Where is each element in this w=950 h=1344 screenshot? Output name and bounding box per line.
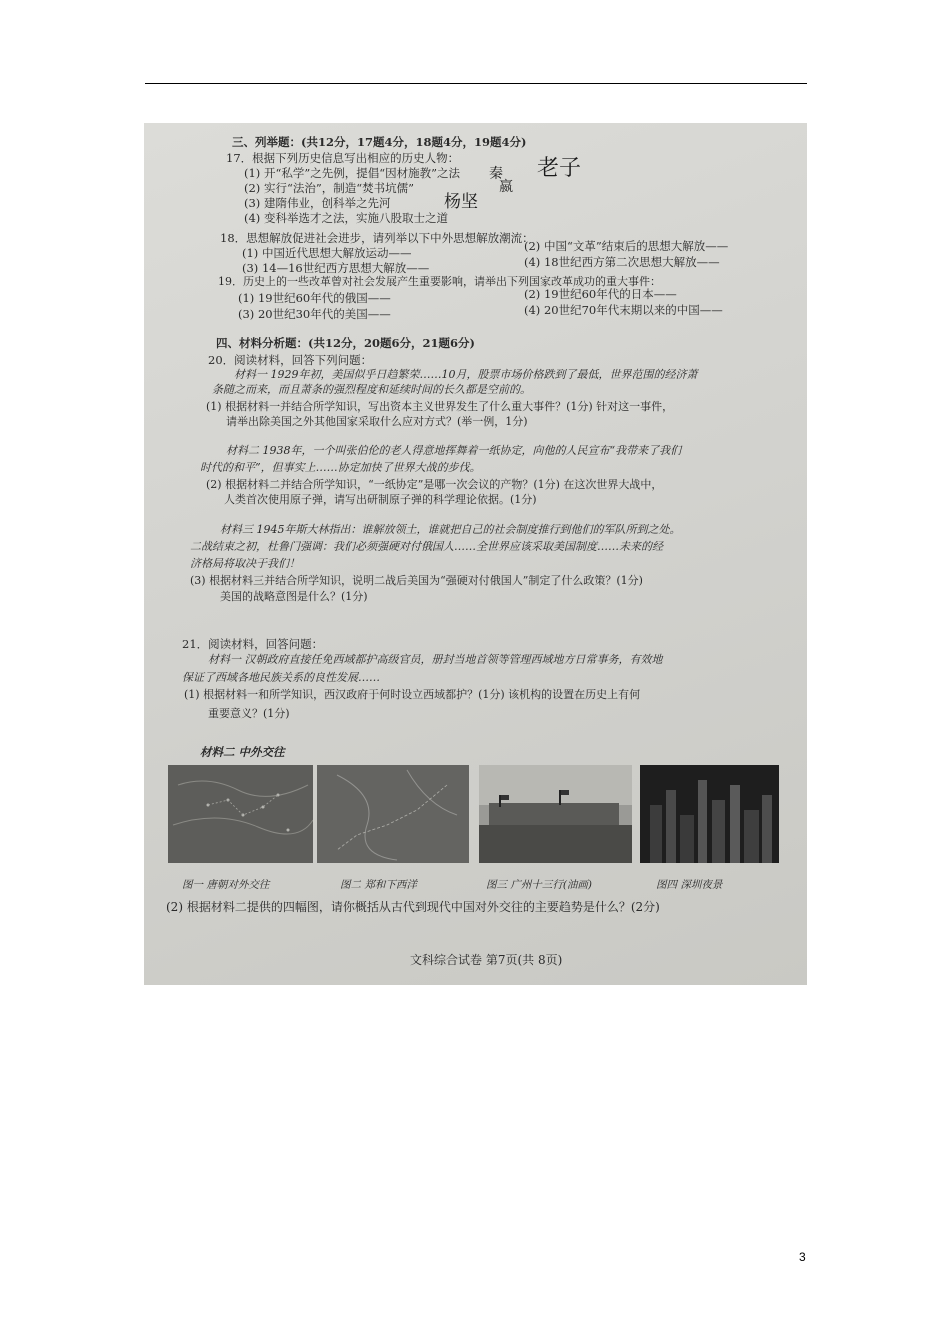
- exam-footer: 文科综合试卷 第7页(共 8页): [410, 953, 563, 967]
- q21-material-1-line-1: 材料一 汉朝政府直接任免西域都护高级官员，册封当地首领等管理西域地方日常事务，有效地: [208, 653, 663, 666]
- figure-caption-1: 图一 唐朝对外交往: [182, 879, 270, 891]
- q17-item-3: (3) 建隋伟业，创科举之先河: [244, 196, 391, 210]
- q19-item-3: (3) 20世纪30年代的美国——: [238, 307, 391, 321]
- q21-material-1-line-2: 保证了西域各地民族关系的良性发展……: [182, 671, 380, 684]
- q19-stem: 19．历史上的一些改革曾对社会发展产生重要影响，请举出下列国家改革成功的重大事件：: [218, 275, 661, 288]
- handwritten-answer-2: 秦: [489, 166, 503, 182]
- q20-material-3-line-1: 材料三 1945年斯大林指出：谁解放领土，谁就把自己的社会制度推行到他们的军队所到之处。: [220, 523, 681, 536]
- q20-material-3-line-3: 济格局将取决于我们！: [190, 557, 300, 570]
- q21-material-2-title: 材料二 中外交往: [200, 745, 285, 759]
- handwritten-answer-2b: 嬴: [499, 179, 513, 195]
- q20-question-3-line-1: (3) 根据材料三并结合所学知识，说明二战后美国为“强硬对付俄国人”制定了什么政策？(1分): [190, 574, 643, 587]
- q21-question-1-line-1: (1) 根据材料一和所学知识，西汉政府于何时设立西域都护？(1分) 该机构的设置在历史上有何: [184, 688, 641, 701]
- q17-stem: 17．根据下列历史信息写出相应的历史人物：: [226, 151, 460, 165]
- page-number: 3: [799, 1250, 806, 1264]
- q18-stem: 18．思想解放促进社会进步，请列举以下中外思想解放潮流：: [220, 231, 534, 245]
- q20-question-2-line-1: (2) 根据材料二并结合所学知识，“一纸协定”是哪一次会议的产物？(1分) 在这次世界大战中，: [206, 478, 663, 491]
- figure-canton-painting: [479, 765, 632, 863]
- section4-heading: 四、材料分析题：(共12分，20题6分，21题6分): [216, 336, 475, 350]
- q21-stem: 21．阅读材料，回答问题：: [182, 637, 324, 651]
- q18-item-2: (2) 中国“文革”结束后的思想大解放——: [524, 239, 729, 253]
- figure-caption-3: 图三 广州十三行(油画): [486, 879, 593, 891]
- figure-tang-map: [168, 765, 313, 863]
- q21-question-2: (2) 根据材料二提供的四幅图，请你概括从古代到现代中国对外交往的主要趋势是什么？(2分): [166, 900, 660, 914]
- q20-stem: 20．阅读材料，回答下列问题：: [208, 353, 373, 367]
- q18-item-4: (4) 18世纪西方第二次思想大解放——: [524, 255, 720, 269]
- q21-question-1-line-2: 重要意义？(1分): [208, 707, 290, 720]
- q20-material-3-line-2: 二战结束之初，杜鲁门强调：我们必须强硬对付俄国人……全世界应该采取美国制度……未来的经: [190, 540, 663, 553]
- q18-item-3: (3) 14—16世纪西方思想大解放——: [242, 261, 430, 275]
- header-rule: [145, 83, 807, 84]
- q19-item-1: (1) 19世纪60年代的俄国——: [238, 291, 391, 305]
- q17-item-1: (1) 开“私学”之先例，提倡“因材施教”之法: [244, 166, 460, 180]
- exam-page-photo: [144, 123, 807, 985]
- q20-question-1-line-1: (1) 根据材料一并结合所学知识，写出资本主义世界发生了什么重大事件？(1分) 针对这一事件，: [206, 400, 674, 413]
- q18-item-1: (1) 中国近代思想大解放运动——: [242, 246, 412, 260]
- q20-question-1-line-2: 请举出除美国之外其他国家采取什么应对方式？(举一例，1分): [226, 415, 528, 428]
- q19-item-4: (4) 20世纪70年代末期以来的中国——: [524, 303, 723, 317]
- q17-item-2: (2) 实行“法治”，制造“焚书坑儒”: [244, 181, 414, 195]
- figure-zhenghe-map: [317, 765, 469, 863]
- q20-question-2-line-2: 人类首次使用原子弹，请写出研制原子弹的科学理论依据。(1分): [224, 493, 537, 506]
- q17-item-4: (4) 变科举选才之法，实施八股取士之道: [244, 211, 448, 225]
- figure-caption-4: 图四 深圳夜景: [656, 879, 723, 891]
- q20-material-2-line-2: 时代的和平”，但事实上……协定加快了世界大战的步伐。: [200, 461, 481, 474]
- q20-material-2-line-1: 材料二 1938年，一个叫张伯伦的老人得意地挥舞着一纸协定，向他的人民宣布“我带来了我们: [226, 444, 682, 457]
- q20-material-1-line-2: 条随之而来，而且萧条的强烈程度和延续时间的长久都是空前的。: [212, 383, 531, 396]
- handwritten-answer-3: 杨坚: [444, 192, 478, 212]
- q19-item-2: (2) 19世纪60年代的日本——: [524, 287, 677, 301]
- q20-question-3-line-2: 美国的战略意图是什么？(1分): [220, 590, 368, 603]
- q20-material-1-line-1: 材料一 1929年初，美国似乎日趋繁荣……10月，股票市场价格跌到了最低，世界范围的经济萧: [234, 368, 698, 381]
- section3-heading: 三、列举题：(共12分，17题4分，18题4分，19题4分): [232, 135, 527, 149]
- figure-shenzhen-night: [640, 765, 779, 863]
- handwritten-answer-1: 老子: [537, 156, 582, 181]
- figure-caption-2: 图二 郑和下西洋: [340, 879, 417, 891]
